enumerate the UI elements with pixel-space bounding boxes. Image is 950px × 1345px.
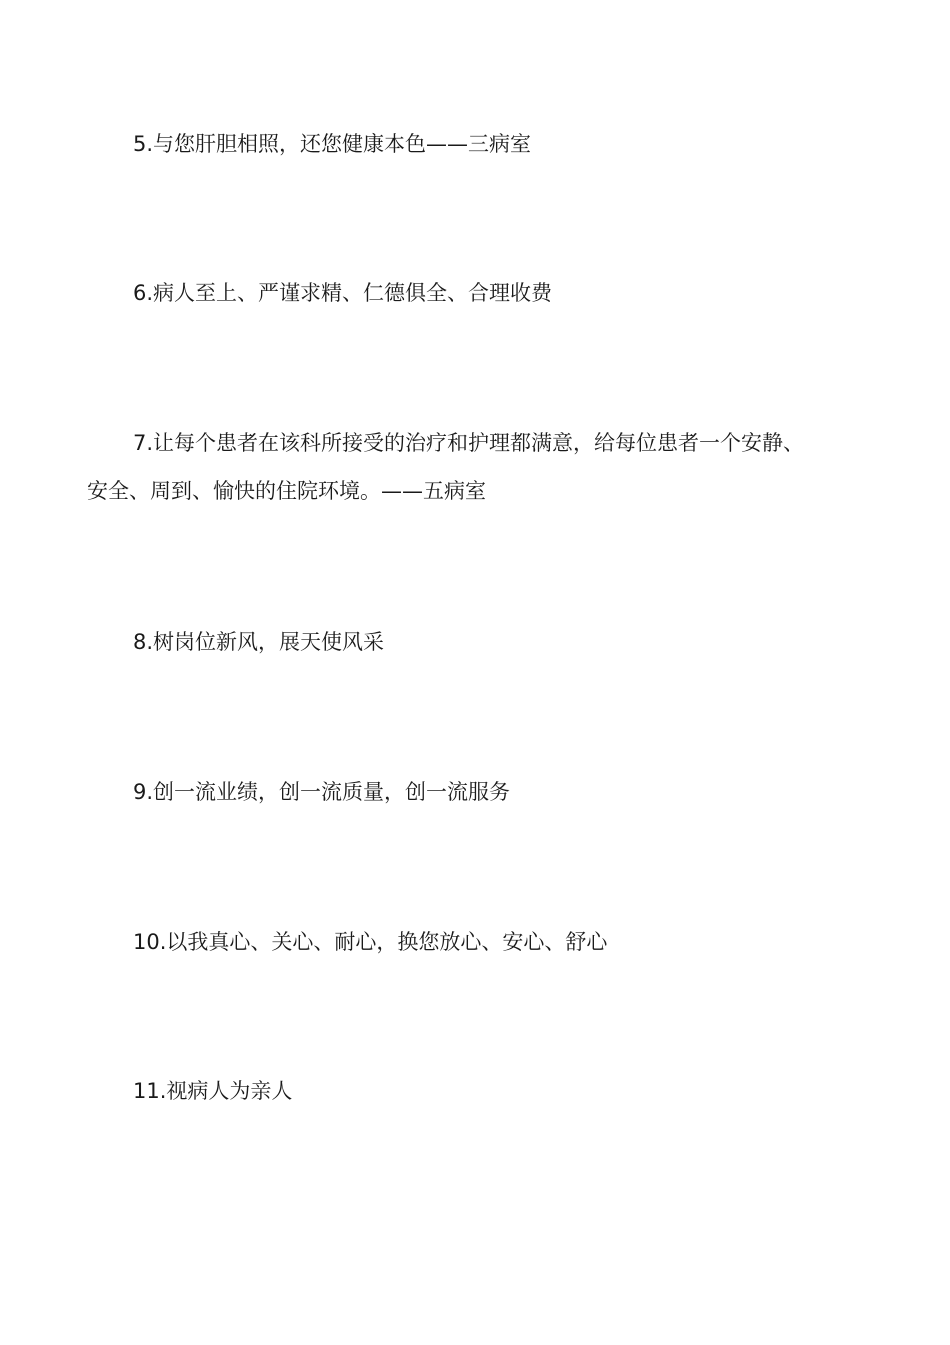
slogan-item-9: 9.创一流业绩，创一流质量，创一流服务 bbox=[133, 780, 511, 804]
slogan-item-7: 7.让每个患者在该科所接受的治疗和护理都满意，给每位患者一个安静、安全、周到、愉快的住院环境。——五病室 bbox=[87, 431, 805, 503]
slogan-item-11: 11.视病人为亲人 bbox=[133, 1079, 293, 1103]
slogan-item-8: 8.树岗位新风，展天使风采 bbox=[133, 630, 385, 654]
slogan-item-10: 10.以我真心、关心、耐心，换您放心、安心、舒心 bbox=[133, 930, 608, 954]
slogan-item-5: 5.与您肝胆相照，还您健康本色——三病室 bbox=[133, 132, 532, 156]
slogan-item-6: 6.病人至上、严谨求精、仁德俱全、合理收费 bbox=[133, 281, 553, 305]
